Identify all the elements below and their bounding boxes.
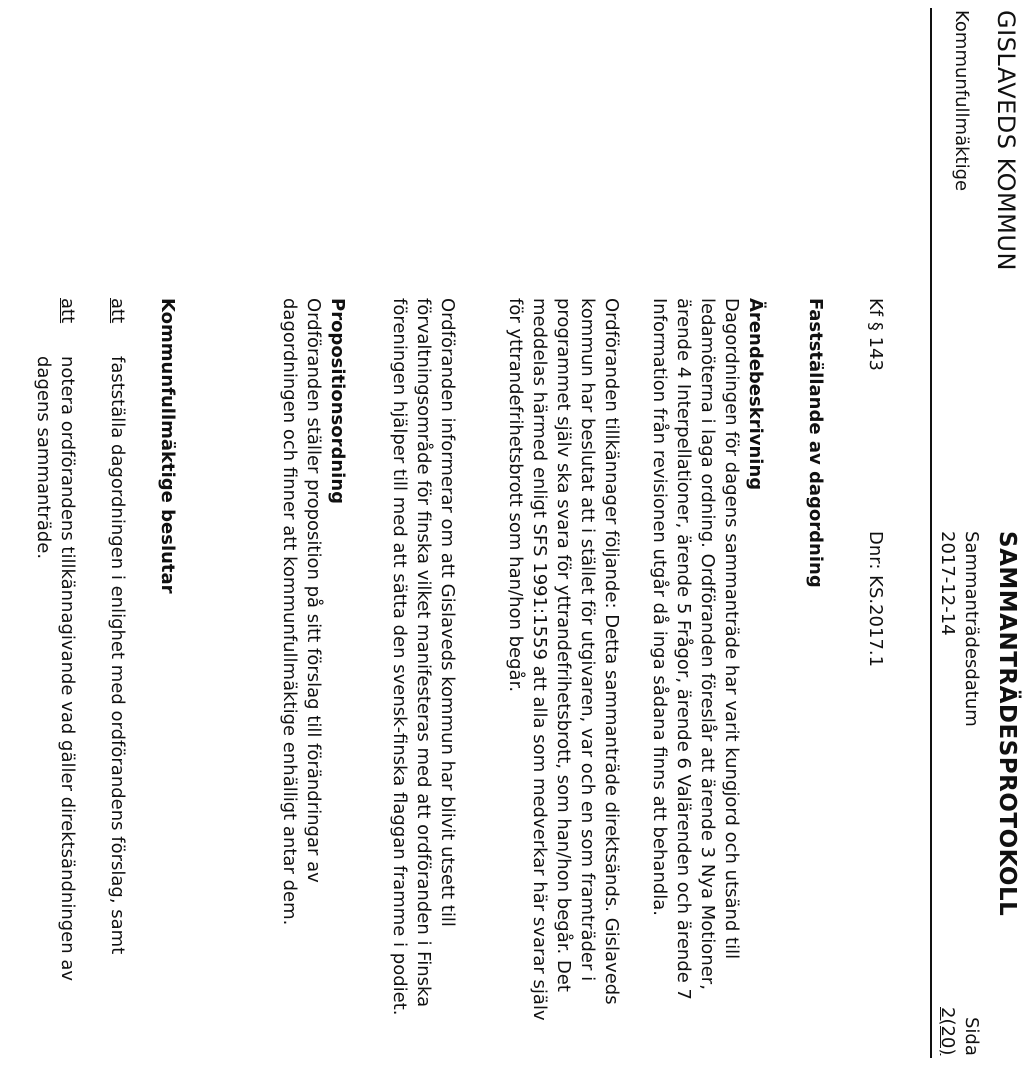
information-line: föreningen hjälper till med att sätta den svensk-finska flaggan framme i podiet. [389, 298, 410, 1016]
header-divider [931, 8, 933, 1058]
paragraph-number: Kf § 143 [865, 298, 886, 371]
date-value: 2017-12-14 [937, 531, 958, 636]
decision-heading: Kommunfullmäktige beslutar [157, 298, 178, 594]
body-label: Kommunfullmäktige [951, 10, 972, 192]
att-keyword: att [107, 298, 128, 324]
organization-name: GISLAVEDS KOMMUN [992, 10, 1020, 271]
decision-item-line: fastställa dagordningen i enlighet med ordförandens förslag, samt [107, 356, 128, 955]
information-line: förvaltningsområde för finska vilket manifesteras med att ordföranden i Finska [413, 298, 434, 1008]
decision-item-line: notera ordförandens tillkännagivande vad gäller direktsändningen av [57, 356, 78, 982]
page-number: 2(20) [937, 1007, 958, 1056]
announcement-line: programmet själv ska svara för yttrandefrihetsbrott, som han/hon begår. Det [553, 298, 574, 992]
announcement-line: kommun har beslutat att i stället för utgivaren, var och en som framträder i [577, 298, 598, 982]
announcement-line: för yttrandefrihetsbrott som han/hon begår. [505, 298, 526, 693]
announcement-line: Ordföranden tillkännager följande: Detta sammanträde direktsänds. Gislaveds [601, 298, 622, 1005]
arendebeskrivning-heading: Ärendebeskrivning [745, 298, 766, 491]
document-title: SAMMANTRÄDESPROTOKOLL [994, 531, 1020, 917]
date-label: Sammanträdesdatum [961, 531, 982, 727]
propositionsordning-line: Ordföranden ställer proposition på sitt förslag till förändringar av [303, 298, 324, 883]
decision-item-line: dagens sammanträde. [33, 356, 54, 560]
propositionsordning-line: dagordningen och finner att kommunfullmäktige enhälligt antar dem. [279, 298, 300, 926]
diary-number: Dnr: KS.2017.1 [865, 531, 886, 668]
arendebeskrivning-line: Information från revisionen utgår då inga sådana finns att behandla. [649, 298, 670, 917]
arendebeskrivning-line: ärende 4 Interpellationer, ärende 5 Frågor, ärende 6 Valärenden och ärende 7 [673, 298, 694, 1000]
arendebeskrivning-line: Dagordningen för dagens sammanträde har varit kungjord och utsänd till [721, 298, 742, 960]
information-line: Ordföranden informerar om att Gislaveds kommun har blivit utsett till [437, 298, 458, 927]
announcement-line: meddelas härmed enligt SFS 1991:1559 att alla som medverkar här svarar själv [529, 298, 550, 1021]
section-title: Fastställande av dagordning [805, 298, 826, 588]
att-keyword: att [57, 298, 78, 324]
propositionsordning-heading: Propositionsordning [327, 298, 348, 505]
page-label: Sida [961, 1017, 982, 1056]
arendebeskrivning-line: ledamöterna i laga ordning. Ordföranden föreslår att ärende 3 Nya Motioner, [697, 298, 718, 990]
